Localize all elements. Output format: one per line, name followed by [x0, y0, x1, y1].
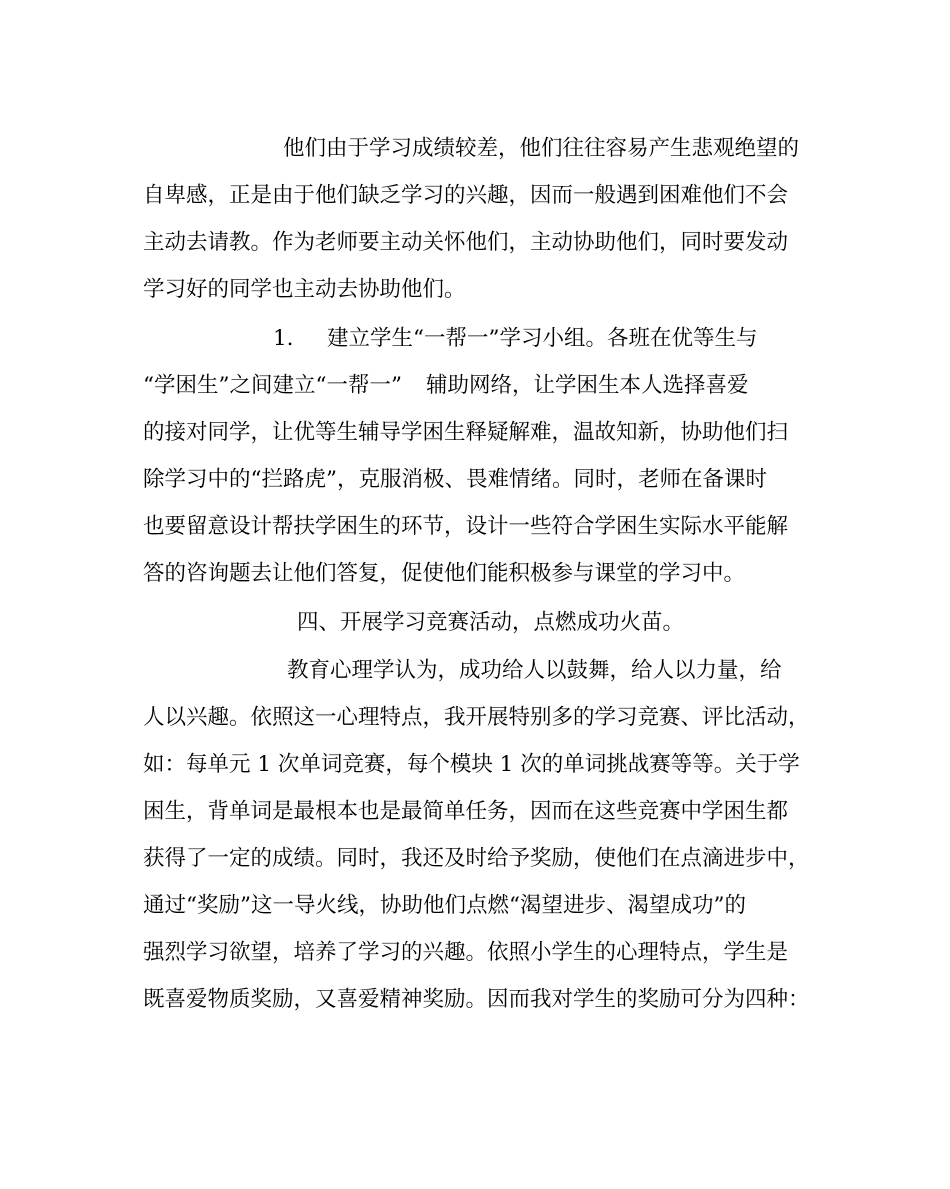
- text-line: 学习好的同学也主动去协助他们。: [143, 277, 466, 302]
- list-item-second-line: [143, 364, 813, 408]
- list-number: 1.: [273, 326, 294, 351]
- text-line: 获得了一定的成绩。同时，我还及时给予奖励，使他们在点滴进步中，: [143, 846, 810, 871]
- text-line: 强烈学习欲望，培养了学习的兴趣。依照小学生的心理特点，学生是: [143, 940, 789, 965]
- text-line: 困生，背单词是最根本也是最简单任务，因而在这些竞赛中学困生都: [143, 799, 789, 824]
- list-item-text-b: 辅助网络，让学困生本人选择喜爱: [425, 373, 749, 398]
- text-line: 既喜爱物质奖励，又喜爱精神奖励。因而我对学生的奖励可分为四种：: [143, 987, 810, 1012]
- list-item-text: 建立学生“一帮一”学习小组。各班在优等生与: [327, 326, 758, 351]
- text-line: 的接对同学，让优等生辅导学困生释疑解难，温故知新，协助他们扫: [143, 420, 789, 445]
- text-line: 自卑感，正是由于他们缺乏学习的兴趣，因而一般遇到困难他们不会: [143, 183, 789, 208]
- text-line: 他们由于学习成绩较差，他们往往容易产生悲观绝望的: [283, 136, 800, 161]
- text-line: 主动去请教。作为老师要主动关怀他们，主动协助他们，同时要发动: [143, 230, 789, 255]
- text-line: 除学习中的“拦路虎”，克服消极、畏难情绪。同时，老师在备课时: [143, 467, 767, 492]
- list-item-text-a: “学困生”之间建立“一帮一”: [143, 373, 402, 398]
- text-line: 教育心理学认为，成功给人以鼓舞，给人以力量，给: [287, 658, 782, 683]
- text-line: 如：每单元 1 次单词竞赛，每个模块 1 次的单词挑战赛等等。关于学: [143, 752, 800, 777]
- text-line: 通过“奖励”这一导火线，协助他们点燃“渴望进步、渴望成功”的: [143, 893, 746, 918]
- text-line: 也要留意设计帮扶学困生的环节，设计一些符合学困生实际水平能解: [143, 514, 789, 539]
- list-item-first-line: [273, 317, 943, 361]
- section-heading: 四、开展学习竞赛活动，点燃成功火苗。: [297, 610, 685, 635]
- text-line: 答的咨询题去让他们答复，促使他们能积极参与课堂的学习中。: [143, 561, 746, 586]
- text-line: 人以兴趣。依照这一心理特点，我开展特别多的学习竞赛、评比活动，: [143, 705, 810, 730]
